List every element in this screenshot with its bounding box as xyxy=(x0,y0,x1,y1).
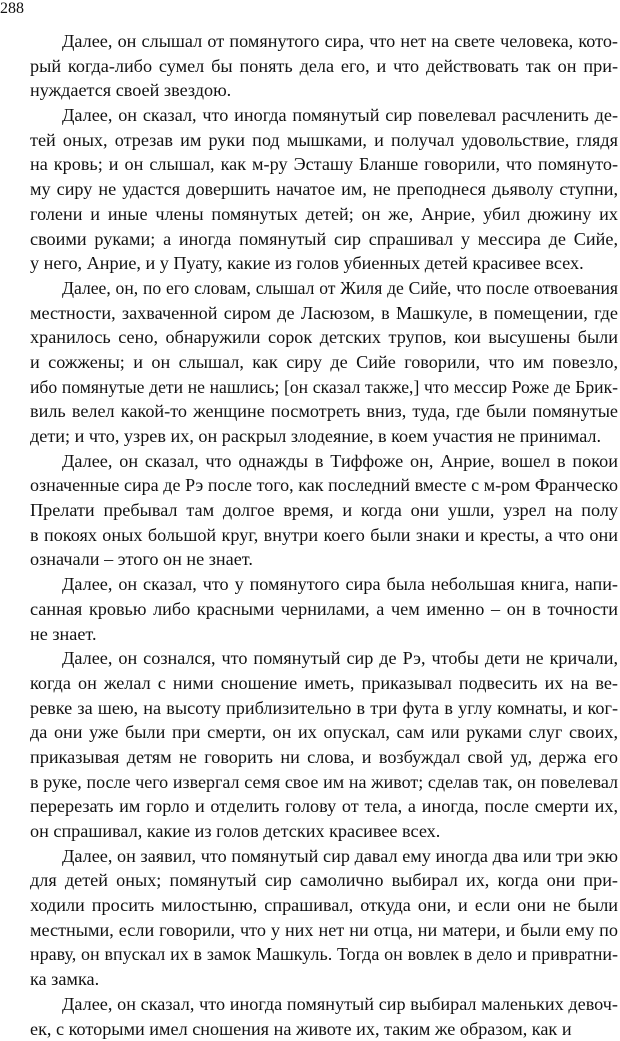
text-line: означали – этого он не знает. xyxy=(30,547,618,572)
text-line: Далее, он заявил, что помянутый сир давал ему иногда два или три экю xyxy=(30,844,618,869)
text-line: означенные сира де Рэ после того, как последний вместе с м-ром Франческо xyxy=(30,473,618,498)
text-line: и сожжены; и он слышал, как сиру де Сийе говорили, что им повезло, xyxy=(30,350,618,375)
text-line: ибо помянутые дети не нашлись; [он сказал также,] что мессир Роже де Брик- xyxy=(30,375,618,400)
text-line: Далее, он слышал от помянутого сира, что нет на свете человека, кото- xyxy=(30,29,618,54)
text-line: хранилось сено, обнаружили сорок детских трупов, кои высушены были xyxy=(30,325,618,350)
text-line: своими руками; а иногда помянутый сир спрашивал у мессира де Сийе, xyxy=(30,227,618,252)
paragraph xyxy=(30,103,618,276)
text-line: когда он желал с ними сношение иметь, приказывал подвесить их на ве- xyxy=(30,671,618,696)
text-line: в покоях оных большой круг, внутри коего были знаки и кресты, а что они xyxy=(30,523,618,548)
text-line: рый когда-либо сумел бы понять дела его, и что действовать так он при- xyxy=(30,54,618,79)
paragraph xyxy=(30,646,618,844)
text-line: дети; и что, узрев их, он раскрыл злодеяние, в коем участия не принимал. xyxy=(30,424,618,449)
text-line: местными, если говорили, что у них нет ни отца, ни матери, и были ему по xyxy=(30,918,618,943)
text-line: тей оных, отрезав им руки под мышками, и получал удовольствие, глядя xyxy=(30,128,618,153)
text-line: в руке, после чего извергал семя свое им на живот; сделав так, он повелевал xyxy=(30,770,618,795)
text-column xyxy=(30,29,618,1041)
text-line: не знает. xyxy=(30,622,618,647)
text-line: ходили просить милостыню, спрашивал, откуда они, и если они не были xyxy=(30,893,618,918)
text-line: да они уже были при смерти, он их опускал, сам или руками слуг своих, xyxy=(30,720,618,745)
text-line: голени и иные члены помянутых детей; он же, Анрие, убил дюжину их xyxy=(30,202,618,227)
text-line: приказывая детям не говорить ни слова, и возбуждал свой уд, держа его xyxy=(30,745,618,770)
text-line: на кровь; и он слышал, как м-ру Эсташу Бланше говорили, что помянуто- xyxy=(30,152,618,177)
text-line: Далее, он, по его словам, слышал от Жиля де Сийе, что после отвоевания xyxy=(30,276,618,301)
text-line: Далее, он сказал, что однажды в Тиффоже он, Анрие, вошел в покои xyxy=(30,449,618,474)
paragraph xyxy=(30,276,618,449)
text-line: местности, захваченной сиром де Ласюзом, в Машкуле, в помещении, где xyxy=(30,301,618,326)
text-line: перерезать им горло и отделить голову от тела, а иногда, после смерти их, xyxy=(30,794,618,819)
text-line: виль велел какой-то женщине посмотреть вниз, туда, где были помянутые xyxy=(30,399,618,424)
paragraph xyxy=(30,29,618,103)
text-line: нуждается своей звездою. xyxy=(30,78,618,103)
paragraph xyxy=(30,449,618,572)
text-line: Далее, он сказал, что иногда помянутый сир выбирал маленьких девоч- xyxy=(30,992,618,1017)
text-line: у него, Анрие, и у Пуату, какие из голов убиенных детей красивее всех. xyxy=(30,251,618,276)
text-line: ка замка. xyxy=(30,967,618,992)
text-line: Прелати пребывал там долгое время, и когда они ушли, узрел на полу xyxy=(30,498,618,523)
text-line: ревке за шею, на высоту приблизительно в три фута в углу комнаты, и ког- xyxy=(30,696,618,721)
text-line: Далее, он сказал, что у помянутого сира была небольшая книга, напи- xyxy=(30,572,618,597)
text-line: му сиру не удастся довершить начатое им, не преподнеся дьяволу ступни, xyxy=(30,177,618,202)
paragraph xyxy=(30,572,618,646)
paragraph xyxy=(30,844,618,992)
text-line: для детей оных; помянутый сир самолично выбирал их, когда они при- xyxy=(30,868,618,893)
text-line: санная кровью либо красными чернилами, а чем именно – он в точности xyxy=(30,597,618,622)
text-line: Далее, он сознался, что помянутый сир де Рэ, чтобы дети не кричали, xyxy=(30,646,618,671)
text-line: Далее, он сказал, что иногда помянутый сир повелевал расчленить де- xyxy=(30,103,618,128)
page-number: 288 xyxy=(0,0,24,18)
text-line: ек, с которыми имел сношения на животе их, таким же образом, как и xyxy=(30,1017,618,1041)
text-line: нраву, он впускал их в замок Машкуль. Тогда он вовлек в дело и привратни- xyxy=(30,942,618,967)
paragraph xyxy=(30,992,618,1041)
text-line: он спрашивал, какие из голов детских красивее всех. xyxy=(30,819,618,844)
